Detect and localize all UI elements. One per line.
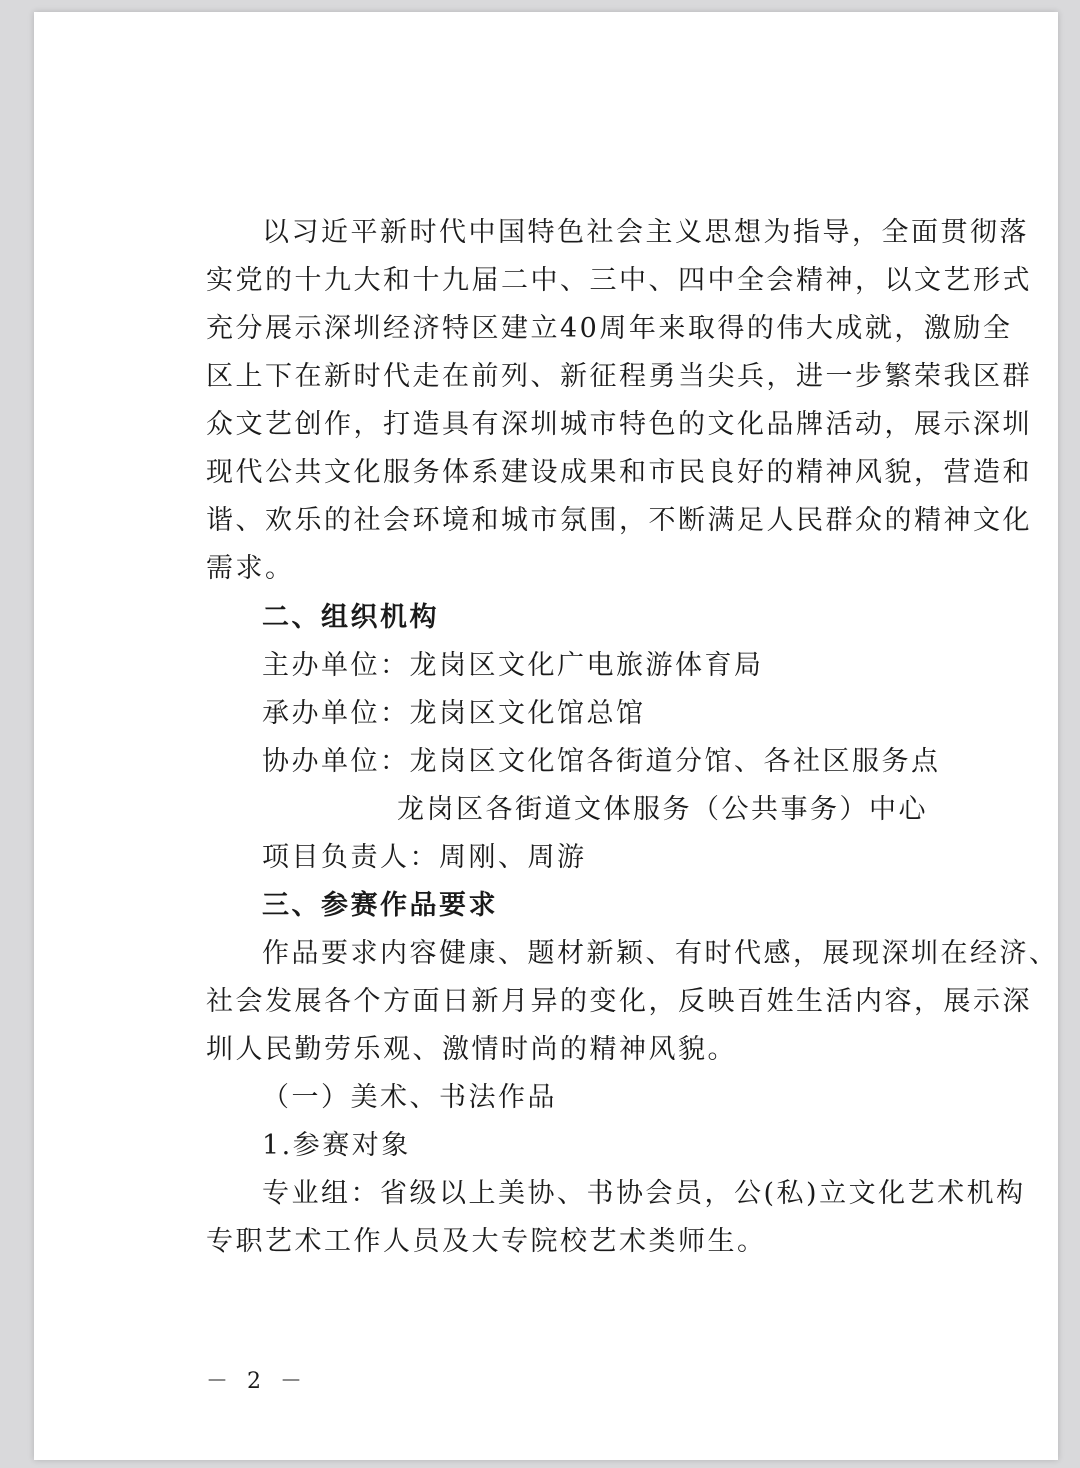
organizer-line: 主办单位：龙岗区文化广电旅游体育局 (262, 650, 764, 681)
project-leader-line: 项目负责人：周刚、周游 (262, 842, 587, 873)
paragraph-line: 众文艺创作，打造具有深圳城市特色的文化品牌活动，展示深圳 (206, 409, 1032, 440)
undertaker-line: 承办单位：龙岗区文化馆总馆 (262, 698, 646, 729)
paragraph-line: 圳人民勤劳乐观、激情时尚的精神风貌。 (206, 1034, 737, 1065)
list-item: 1.参赛对象 (262, 1130, 411, 1161)
page-number: － 2 － (206, 1369, 308, 1394)
paragraph-line: 谐、欢乐的社会环境和城市氛围，不断满足人民群众的精神文化 (206, 505, 1032, 536)
paragraph-line: 专业组：省级以上美协、书协会员，公(私)立文化艺术机构 (262, 1178, 1026, 1209)
paragraph-line: 社会发展各个方面日新月异的变化，反映百姓生活内容，展示深 (206, 986, 1032, 1017)
paragraph-line: 专职艺术工作人员及大专院校艺术类师生。 (206, 1226, 767, 1257)
paragraph-line: 现代公共文化服务体系建设成果和市民良好的精神风貌，营造和 (206, 457, 1032, 488)
document-page (34, 12, 1058, 1460)
paragraph-line: 需求。 (206, 553, 295, 584)
co-organizer-line: 龙岗区各街道文体服务（公共事务）中心 (397, 794, 928, 825)
paragraph-line: 区上下在新时代走在前列、新征程勇当尖兵，进一步繁荣我区群 (206, 361, 1032, 392)
paragraph-line: 以习近平新时代中国特色社会主义思想为指导，全面贯彻落 (262, 217, 1029, 248)
subsection-heading: （一）美术、书法作品 (262, 1082, 557, 1113)
paragraph-line: 实党的十九大和十九届二中、三中、四中全会精神，以文艺形式 (206, 265, 1032, 296)
paragraph-line: 作品要求内容健康、题材新颖、有时代感，展现深圳在经济、 (262, 938, 1059, 969)
co-organizer-line: 协办单位：龙岗区文化馆各街道分馆、各社区服务点 (262, 746, 941, 777)
section-heading: 二、组织机构 (262, 602, 439, 633)
paragraph-line: 充分展示深圳经济特区建立40周年来取得的伟大成就，激励全 (206, 313, 1013, 344)
section-heading: 三、参赛作品要求 (262, 890, 498, 921)
